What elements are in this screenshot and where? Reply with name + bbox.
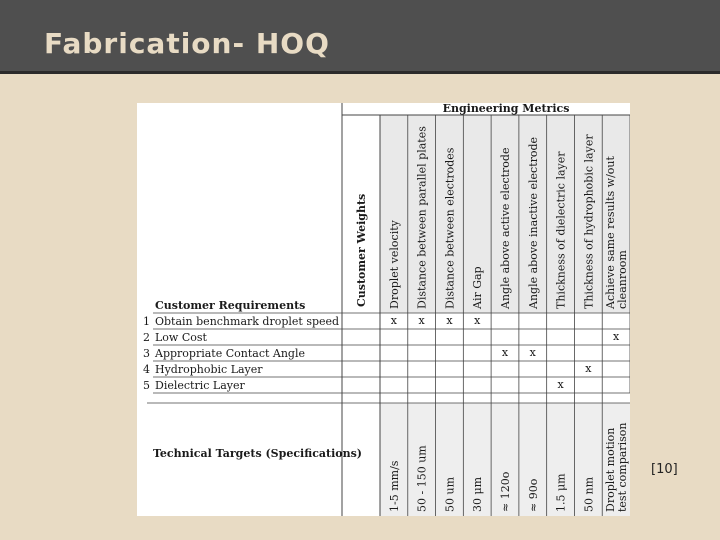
metric-label: Thickness of hydrophobic layer — [582, 134, 596, 309]
relationship-mark: x — [613, 330, 620, 343]
requirement-label: Dielectric Layer — [155, 379, 245, 392]
engineering-metrics-header: Engineering Metrics — [442, 103, 570, 115]
citation-reference: [10] — [651, 462, 678, 477]
requirement-label: Hydrophobic Layer — [155, 363, 263, 376]
relationship-mark: x — [529, 346, 536, 359]
metric-label: Air Gap — [471, 266, 485, 309]
metric-label: Angle above inactive electrode — [526, 136, 540, 309]
technical-target-value: 50 nm — [582, 476, 596, 512]
relationship-mark: x — [585, 362, 592, 375]
metric-label: Thickness of dielectric layer — [554, 151, 568, 309]
technical-targets-label: Technical Targets (Specifications) — [153, 447, 363, 460]
relationship-mark: x — [501, 346, 509, 359]
metric-label: Distance between electrodes — [443, 147, 457, 309]
technical-target-value: 50 um — [443, 476, 457, 512]
customer-requirements-label: Customer Requirements — [155, 299, 306, 312]
metric-label: Distance between parallel plates — [415, 126, 429, 309]
hoq-grid — [137, 103, 630, 516]
technical-target-value: ≈ 120o — [499, 471, 512, 512]
technical-target-value: 30 μm — [471, 476, 485, 512]
relationship-mark: x — [390, 314, 397, 327]
metric-label: Angle above active electrode — [499, 147, 512, 309]
relationship-mark: x — [474, 314, 481, 327]
house-of-quality-table — [137, 103, 630, 516]
requirement-number: 1 — [143, 315, 150, 328]
technical-target-value: 50 - 150 um — [415, 445, 429, 512]
relationship-mark: x — [557, 378, 564, 391]
requirement-number: 2 — [143, 331, 150, 344]
metric-label: Achieve same results w/outcleanroom — [604, 156, 630, 309]
requirement-label: Low Cost — [155, 331, 207, 344]
requirement-number: 3 — [143, 347, 150, 360]
relationship-mark: x — [446, 314, 453, 327]
requirement-number: 5 — [143, 379, 150, 392]
requirement-label: Appropriate Contact Angle — [155, 347, 305, 360]
slide-title: Fabrication- HOQ — [44, 27, 330, 60]
metric-label: Droplet velocity — [387, 220, 401, 309]
requirement-label: Obtain benchmark droplet speed — [155, 315, 340, 328]
technical-target-value: ≈ 90o — [526, 478, 540, 512]
customer-weights-label: Customer Weights — [355, 193, 368, 307]
relationship-mark: x — [418, 314, 425, 327]
technical-target-value: Droplet motiontest comparison — [604, 422, 630, 512]
requirement-number: 4 — [143, 363, 150, 376]
technical-target-value: 1.5 μm — [554, 473, 568, 512]
technical-target-value: 1-5 mm/s — [387, 460, 401, 512]
